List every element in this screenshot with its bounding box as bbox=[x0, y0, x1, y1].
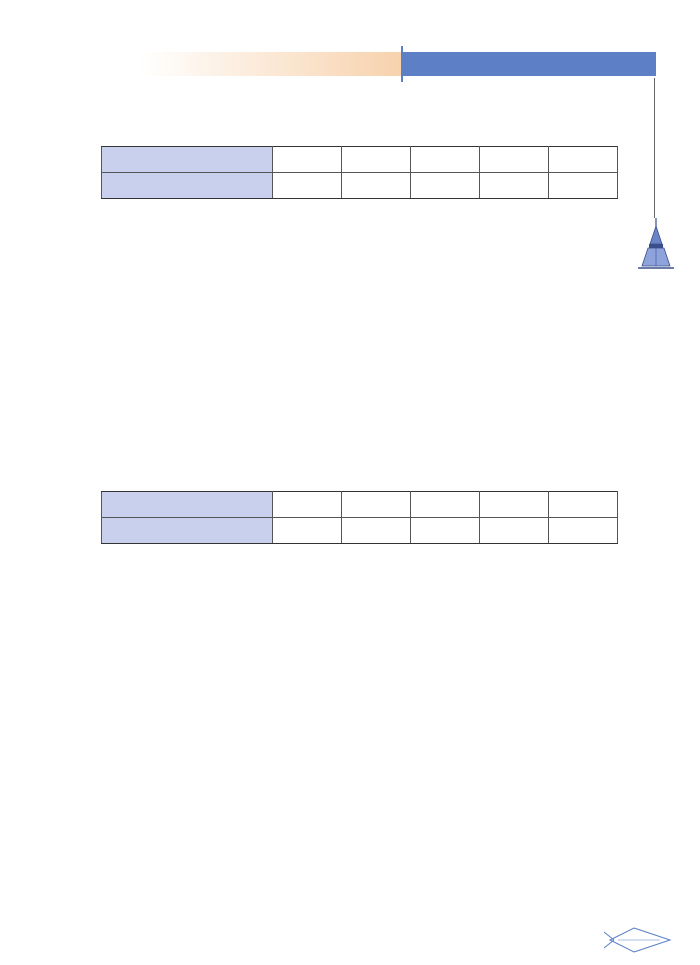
p26-table-col bbox=[480, 147, 549, 173]
p26-table-col bbox=[549, 147, 618, 173]
p26-table-col bbox=[342, 147, 411, 173]
p26-table-col bbox=[411, 147, 480, 173]
star-figure bbox=[295, 640, 405, 764]
hexagon-figures bbox=[180, 318, 520, 422]
p26-table-cell bbox=[342, 173, 411, 199]
header-gradient-bar bbox=[140, 52, 402, 76]
p26-table bbox=[101, 146, 618, 199]
p26-table-col bbox=[273, 147, 342, 173]
p27-table-col bbox=[411, 492, 480, 518]
p26-table-cell bbox=[480, 173, 549, 199]
p26-table-row2-label bbox=[102, 173, 273, 199]
p27-table-row1-label bbox=[102, 492, 273, 518]
p27-table-col bbox=[342, 492, 411, 518]
p26-table-row1-label bbox=[102, 147, 273, 173]
margin-line bbox=[654, 78, 655, 218]
p27-table-cell bbox=[480, 518, 549, 544]
p27-table-col bbox=[480, 492, 549, 518]
p27-table-cell bbox=[342, 518, 411, 544]
p27-table-col bbox=[273, 492, 342, 518]
p27-table-col bbox=[549, 492, 618, 518]
p27-table-cell bbox=[411, 518, 480, 544]
p27-table-row2-label bbox=[102, 518, 273, 544]
page-corner-ornament bbox=[604, 922, 674, 958]
p26-table-cell bbox=[411, 173, 480, 199]
p27-table-cell bbox=[273, 518, 342, 544]
p27-table bbox=[101, 491, 618, 544]
tower-icon bbox=[636, 218, 676, 274]
p27-table-cell bbox=[549, 518, 618, 544]
p26-table-cell bbox=[549, 173, 618, 199]
p26-table-cell bbox=[273, 173, 342, 199]
chapter-title bbox=[402, 52, 656, 76]
